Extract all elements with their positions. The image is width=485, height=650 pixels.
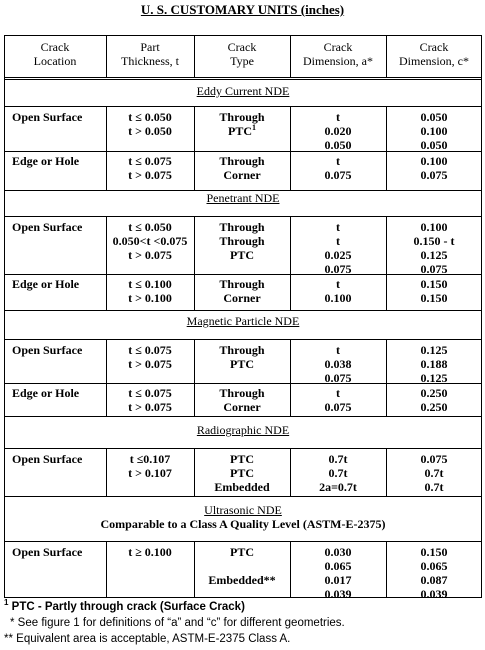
row-location: Edge or Hole [12, 154, 80, 168]
row-type: PTC PTC Embedded [214, 452, 270, 494]
row-dimension-c: 0.125 0.188 0.125 [420, 343, 448, 385]
row-dimension-c: 0.250 0.250 [420, 386, 448, 414]
row-location: Open Surface [12, 220, 83, 234]
section-subtitle-ultrasonic: Comparable to a Class A Quality Level (ASTM-E-2375) [100, 517, 386, 531]
row-thickness: t ≤ 0.075 t > 0.075 [128, 386, 172, 414]
row-divider [4, 216, 482, 217]
row-dimension-c: 0.150 0.065 0.087 0.039 [420, 545, 448, 601]
row-thickness: t ≤0.107 t > 0.107 [128, 452, 172, 480]
row-dimension-c: 0.150 0.150 [420, 277, 448, 305]
row-location: Edge or Hole [12, 277, 80, 291]
row-type: Through Through PTC [219, 220, 265, 262]
row-dimension-a: 0.030 0.065 0.017 0.039 [324, 545, 352, 601]
row-location: Open Surface [12, 452, 83, 466]
row-dimension-c: 0.100 0.150 - t 0.125 0.075 [413, 220, 455, 276]
row-dimension-c: 0.100 0.075 [420, 154, 448, 182]
header-crack-location: Crack Location [33, 40, 77, 68]
footnote-dimensions: * See figure 1 for definitions of “a” and “c” for different geometries. [10, 617, 345, 629]
row-type: Through Corner [219, 386, 265, 414]
row-type: Through PTC$^1$ [219, 110, 265, 138]
page-title: U. S. CUSTOMARY UNITS (inches) [140, 2, 345, 17]
row-dimension-a: t t 0.025 0.075 [324, 220, 352, 276]
footnote-ptc: $^1$ PTC - Partly through crack (Surface Crack) [4, 598, 245, 613]
row-thickness: t ≥ 0.100 [128, 545, 172, 559]
row-type: Through Corner [219, 154, 265, 182]
header-crack-dimension-c: Crack Dimension, c* [399, 40, 469, 68]
row-divider [4, 339, 482, 340]
row-thickness: t ≤ 0.050 0.050<t <0.075 t > 0.075 [112, 220, 188, 262]
row-thickness: t ≤ 0.100 t > 0.100 [128, 277, 172, 305]
row-dimension-c: 0.075 0.7t 0.7t [420, 452, 448, 494]
header-crack-type: Crack Type [227, 40, 257, 68]
row-divider [4, 106, 482, 107]
row-dimension-c: 0.050 0.100 0.050 [420, 110, 448, 152]
row-type: Through PTC [219, 343, 265, 371]
row-dimension-a: t 0.100 [324, 277, 352, 305]
row-divider [4, 541, 482, 542]
header-part-thickness: Part Thickness, t [121, 40, 179, 68]
row-thickness: t ≤ 0.075 t > 0.075 [128, 343, 172, 371]
row-location: Edge or Hole [12, 386, 80, 400]
row-location: Open Surface [12, 545, 83, 559]
section-title-magnetic-particle: Magnetic Particle NDE [186, 314, 300, 328]
section-title-penetrant: Penetrant NDE [206, 191, 280, 205]
row-dimension-a: t 0.038 0.075 [324, 343, 352, 385]
row-dimension-a: t 0.020 0.050 [324, 110, 352, 152]
row-thickness: t ≤ 0.050 t > 0.050 [128, 110, 172, 138]
row-type: PTC Embedded** [208, 545, 276, 587]
footnote-equivalent-area: ** Equivalent area is acceptable, ASTM-E-2375 Class A. [4, 633, 291, 645]
row-divider [4, 496, 482, 497]
row-divider [4, 77, 482, 80]
section-title-radiographic: Radiographic NDE [196, 423, 290, 437]
row-location: Open Surface [12, 110, 83, 124]
section-title-ultrasonic: Ultrasonic NDE [204, 503, 282, 517]
row-thickness: t ≤ 0.075 t > 0.075 [128, 154, 172, 182]
row-divider [4, 448, 482, 449]
row-dimension-a: t 0.075 [324, 386, 352, 414]
header-crack-dimension-a: Crack Dimension, a* [303, 40, 373, 68]
row-location: Open Surface [12, 343, 83, 357]
row-type: Through Corner [219, 277, 265, 305]
row-divider [4, 310, 482, 311]
row-dimension-a: 0.7t 0.7t 2a=0.7t [319, 452, 357, 494]
row-divider [4, 416, 482, 417]
section-title-eddy-current: Eddy Current NDE [196, 84, 290, 98]
row-dimension-a: t 0.075 [324, 154, 352, 182]
